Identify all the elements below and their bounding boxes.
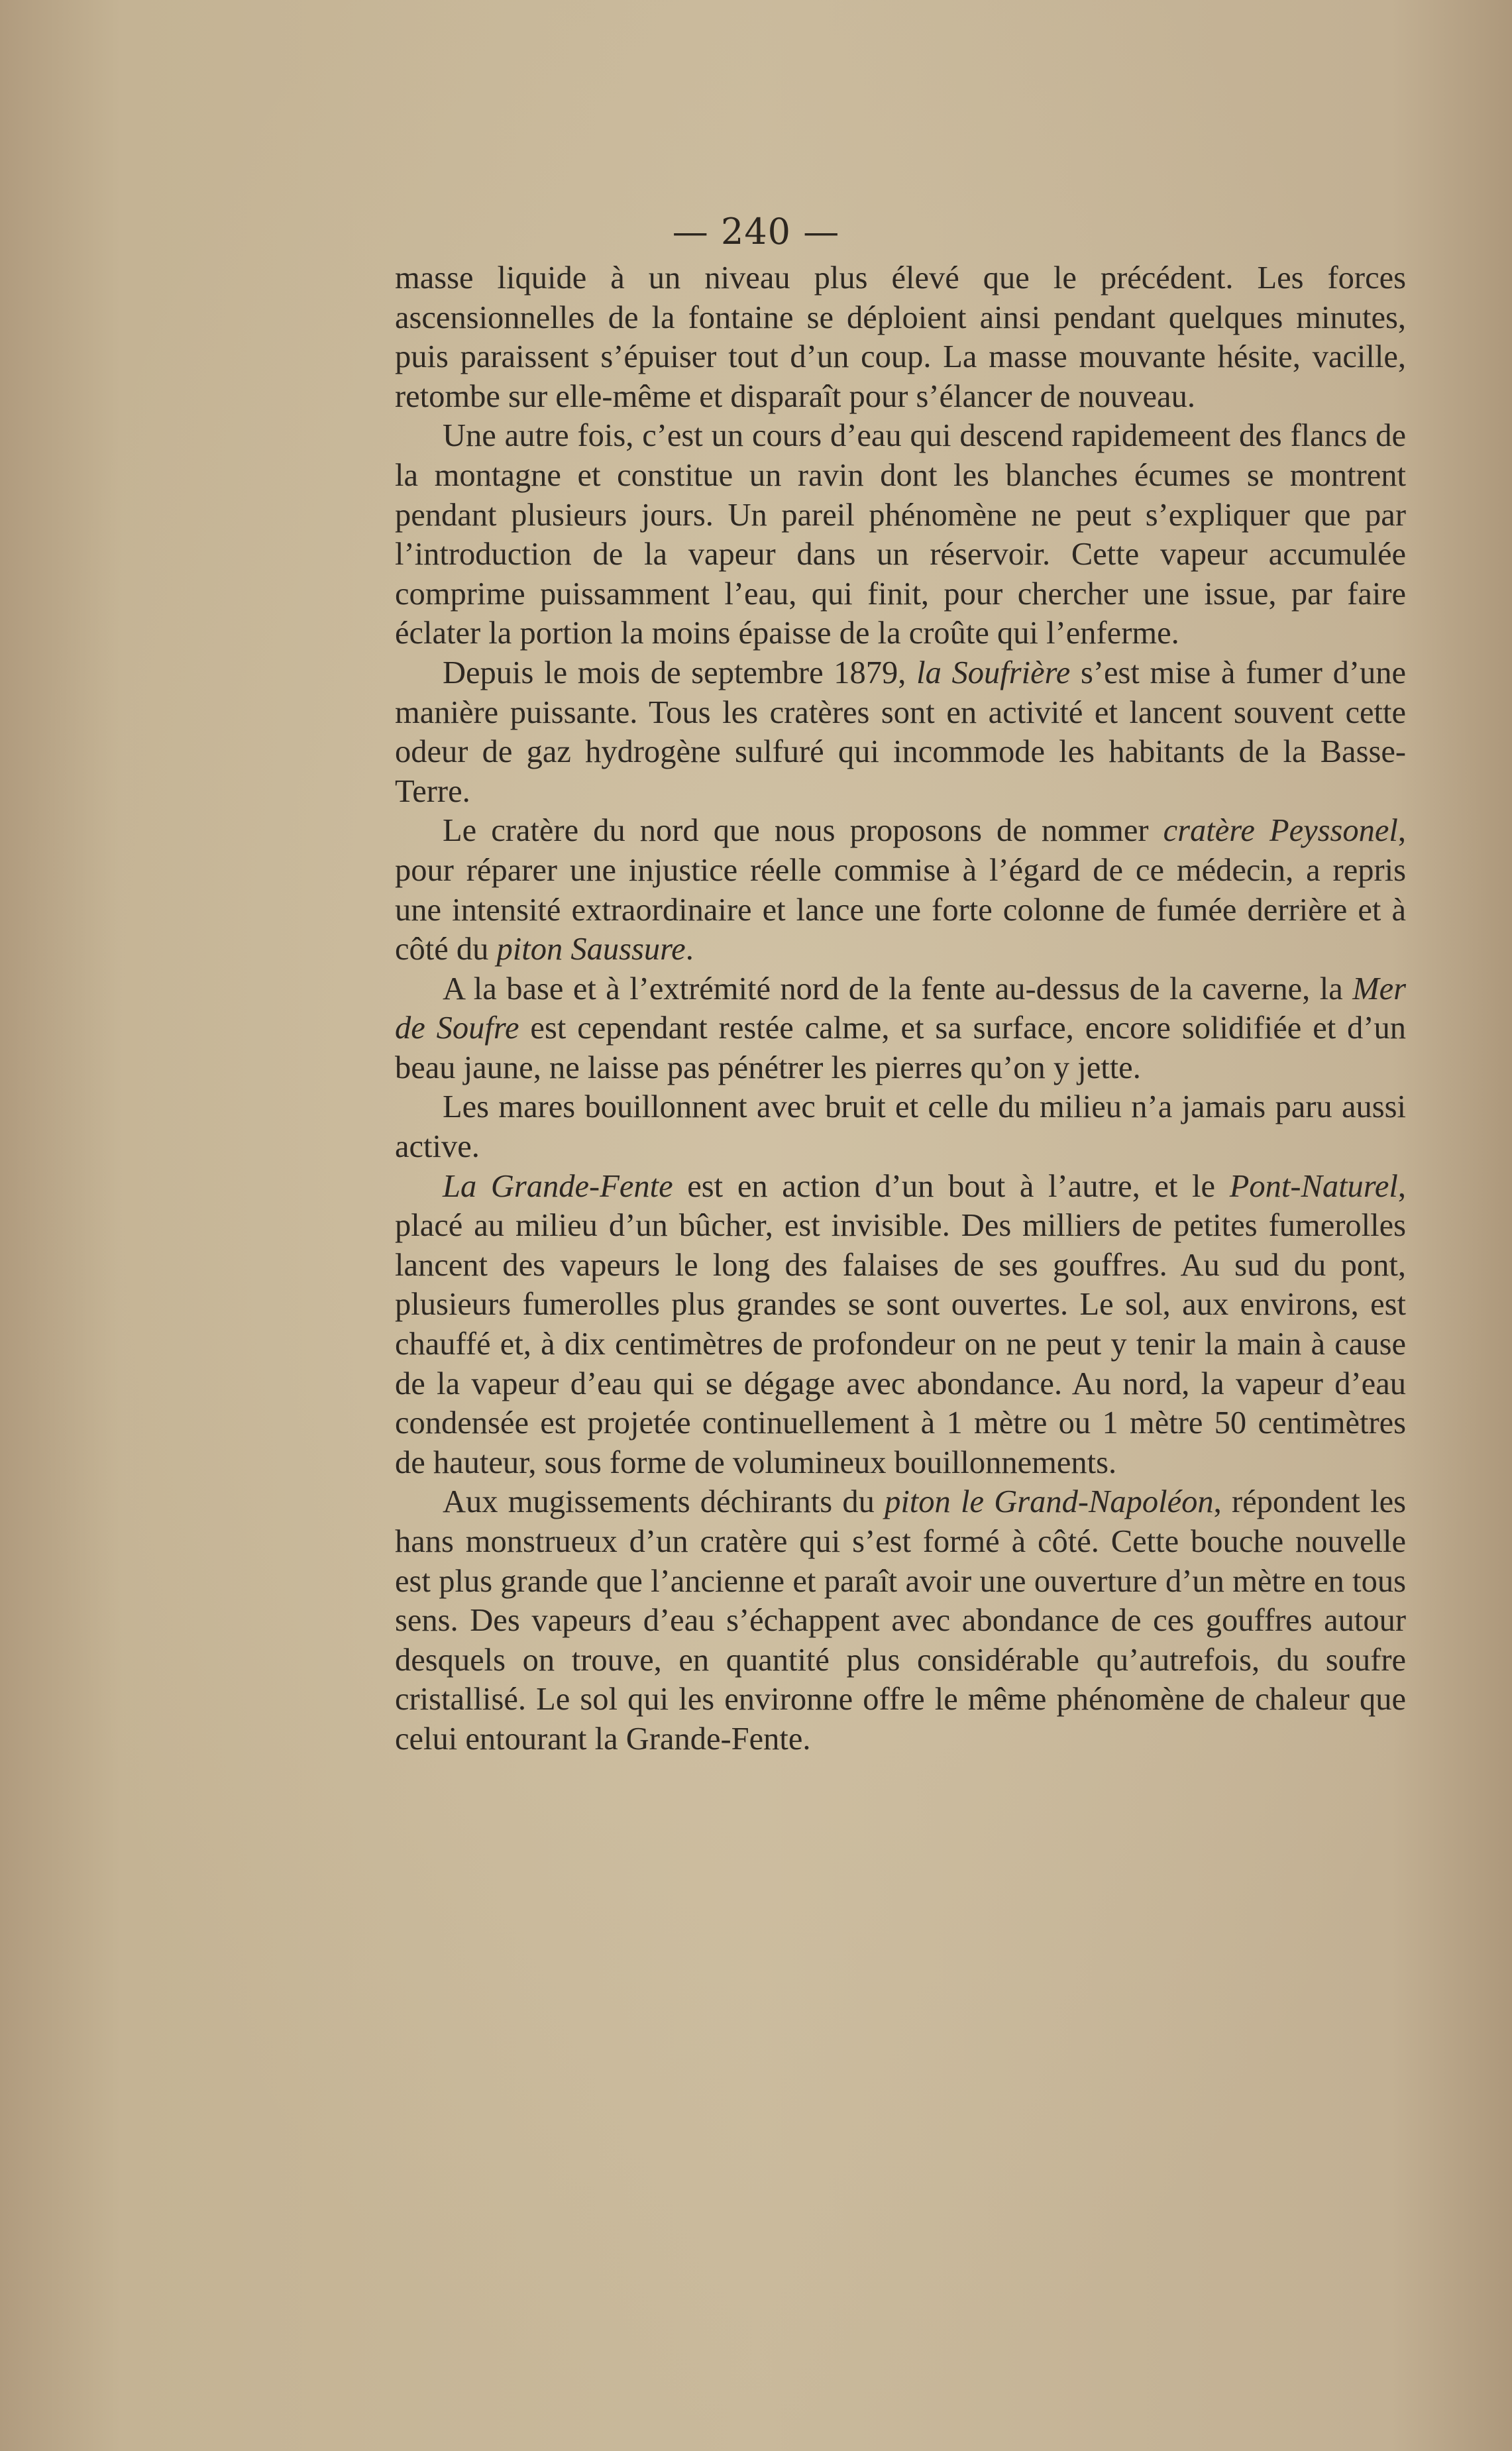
italic-text-run: Pont-Naturel	[1229, 1168, 1398, 1204]
italic-text-run: la Soufrière	[916, 655, 1071, 690]
italic-text-run: Mer de Soufre	[395, 971, 1406, 1046]
text-run: A la base et à l’extrémité nord de la fente au-dessus de la caverne, la	[443, 971, 1353, 1007]
paragraph	[395, 969, 1406, 1088]
text-run: masse liquide à un niveau plus élevé que le précédent. Les forces ascensionnelles de la fontaine se déploient ainsi pendant quelques minutes, puis paraissent s’épuiser tout d’un coup. La masse mouvante hésite, vacille, retombe sur elle-même et disparaît pour s’élancer de nouveau.	[395, 260, 1406, 414]
paragraph	[395, 1167, 1406, 1483]
body-text	[395, 258, 1406, 1759]
text-run: s’est mise à fumer d’une manière puissante. Tous les cratères sont en activité et lancent souvent cette odeur de gaz hydrogène sulfuré qui incommode les habitants de la Basse-Terre.	[395, 655, 1406, 809]
text-run: Les mares bouillonnent avec bruit et celle du milieu n’a jamais paru aussi active.	[395, 1089, 1406, 1165]
text-run: , placé au milieu d’un bûcher, est invisible. Des milliers de petites fumerolles lancent des vapeurs le long des falaises de ses gouffres. Au sud du pont, plusieurs fumerolles plus grandes se sont ouvertes. Le sol, aux environs, est chauffé et, à dix centimètres de profondeur on ne peut y tenir la main à cause de la vapeur d’eau qui se dégage avec abondance. Au nord, la vapeur d’eau condensée est projetée continuellement à 1 mètre ou 1 mètre 50 centimètres de hauteur, sous forme de volumineux bouillonnements.	[395, 1168, 1406, 1480]
text-run: , pour réparer une injustice réelle commise à l’égard de ce médecin, a repris une intensité extraordinaire et lance une forte colonne de fumée derrière et à côté du	[395, 813, 1406, 967]
italic-text-run: piton Saussure	[496, 932, 686, 967]
text-run: Depuis le mois de septembre 1879,	[443, 655, 917, 690]
paragraph	[395, 1482, 1406, 1759]
text-run: est en action d’un bout à l’autre, et le	[673, 1168, 1230, 1204]
paragraph	[395, 416, 1406, 653]
page-number: — 240 —	[672, 211, 840, 252]
text-run: est cependant restée calme, et sa surface, encore solidifiée et d’un beau jaune, ne laisse pas pénétrer les pierres qu’on y jette.	[395, 1010, 1406, 1085]
paragraph	[395, 1087, 1406, 1166]
paragraph	[395, 811, 1406, 969]
italic-text-run: La Grande-Fente	[443, 1168, 673, 1204]
text-run: .	[685, 932, 694, 967]
text-run: Aux mugissements déchirants du	[443, 1484, 885, 1520]
text-run: Le cratère du nord que nous proposons de nommer	[443, 813, 1163, 849]
paragraph	[395, 653, 1406, 811]
italic-text-run: cratère Peyssonel	[1163, 813, 1398, 849]
italic-text-run: piton le Grand-Napoléon	[885, 1484, 1214, 1520]
text-run: , répondent les hans monstrueux d’un cratère qui s’est formé à côté. Cette bouche nouvelle est plus grande que l’ancienne et paraît avoir une ouverture d’un mètre en tous sens. Des vapeurs d’eau s’échappent avec abondance de ces gouffres autour desquels on trouve, en quantité plus considérable qu’autrefois, du soufre cristallisé. Le sol qui les environne offre le même phénomène de chaleur que celui entourant la Grande-Fente.	[395, 1484, 1407, 1757]
paragraph	[395, 258, 1406, 416]
text-run: Une autre fois, c’est un cours d’eau qui descend rapidemeent des flancs de la montagne et constitue un ravin dont les blanches écumes se montrent pendant plusieurs jours. Un pareil phénomène ne peut s’expliquer que par l’introduction de la vapeur dans un réservoir. Cette vapeur accumulée comprime puissamment l’eau, qui finit, pour chercher une issue, par faire éclater la portion la moins épaisse de la croûte qui l’enferme.	[395, 418, 1406, 651]
